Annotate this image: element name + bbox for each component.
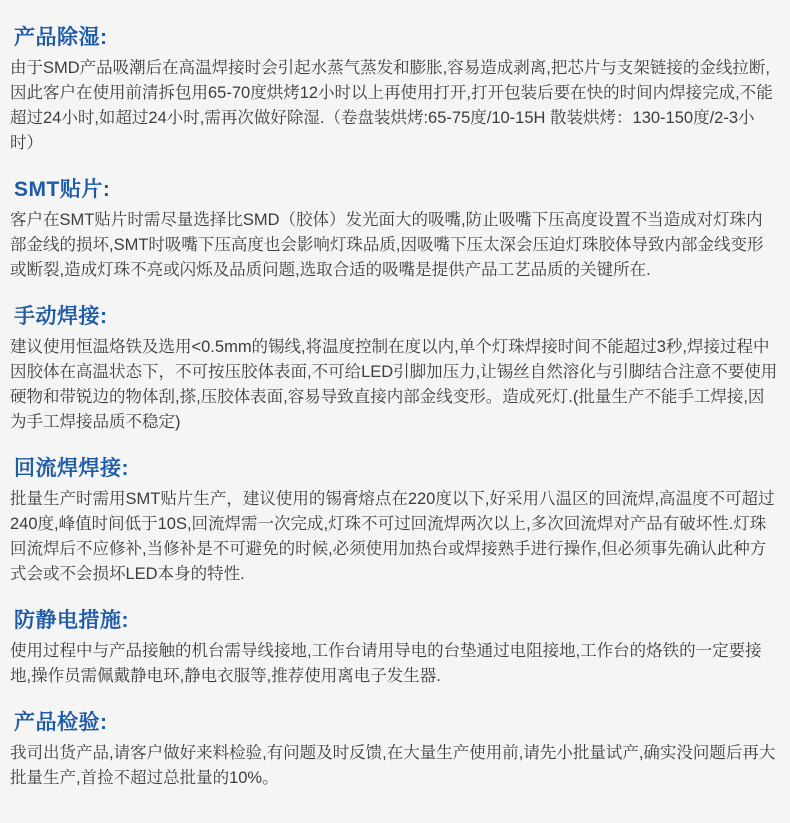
- body-product-dehumidification: 由于SMD产品吸潮后在高温焊接时会引起水蒸气蒸发和膨胀,容易造成剥离,把芯片与支架链接的金线拉断,因此客户在使用前清拆包用65-70度烘烤12小时以上再使用打开,打开包装后要在快的时间内焊接完成,不能超过24小时,如超过24小时,需再次做好除湿.（卷盘装烘烤:65-75度/10-15H 散装烘烤：130-150度/2-3小时）: [10, 59, 773, 152]
- section-reflow-soldering: [10, 457, 778, 587]
- heading-product-dehumidification: 产品除湿:: [14, 26, 108, 49]
- section-antistatic-measures: [10, 609, 778, 689]
- body-product-inspection: 我司出货产品,请客户做好来料检验,有问题及时反馈,在大量生产使用前,请先小批量试产,确实没问题后再大批量生产,首捡不超过总批量的10%。: [10, 744, 776, 787]
- section-manual-soldering: [10, 305, 778, 435]
- heading-manual-soldering: 手动焊接:: [14, 305, 108, 328]
- body-smt-placement: 客户在SMT贴片时需尽量选择比SMD（胶体）发光面大的吸嘴,防止吸嘴下压高度设置不当造成对灯珠内部金线的损坏,SMT时吸嘴下压高度也会影响灯珠品质,因吸嘴下压太深会压迫灯珠胶体导致内部金线变形或断裂,造成灯珠不亮或闪烁及品质问题,选取合适的吸嘴是提供产品工艺品质的关键所在.: [10, 211, 764, 279]
- body-manual-soldering: 建议使用恒温烙铁及选用<0.5mm的锡线,将温度控制在度以内,单个灯珠焊接时间不能超过3秒,焊接过程中因胶体在高温状态下，不可按压胶体表面,不可给LED引脚加压力,让锡丝自然溶化与引脚结合注意不要使用硬物和带锐边的物体刮,搽,压胶体表面,容易导致直接内部金线变形。造成死灯.(批量生产不能手工焊接,因为手工焊接品质不稳定): [10, 338, 778, 431]
- body-antistatic-measures: 使用过程中与产品接触的机台需导线接地,工作台请用导电的台垫通过电阻接地,工作台的烙铁的一定要接地,操作员需佩戴静电环,静电衣服等,推荐使用离电子发生器.: [10, 642, 762, 685]
- heading-reflow-soldering: 回流焊焊接:: [14, 457, 129, 480]
- heading-antistatic-measures: 防静电措施:: [14, 609, 129, 632]
- section-product-inspection: [10, 711, 778, 791]
- section-product-dehumidification: [10, 26, 778, 156]
- heading-smt-placement: SMT贴片:: [14, 178, 111, 201]
- body-reflow-soldering: 批量生产时需用SMT贴片生产，建议使用的锡膏熔点在220度以下,好采用八温区的回流焊,高温度不可超过240度,峰值时间低于10S,回流焊需一次完成,灯珠不可过回流焊两次以上,多次回流焊对产品有破坏性.灯珠回流焊后不应修补,当修补是不可避免的时候,必须使用加热台或焊接熟手进行操作,但必须事先确认此种方式会或不会损坏LED本身的特性.: [10, 490, 775, 583]
- heading-product-inspection: 产品检验:: [14, 711, 108, 734]
- section-smt-placement: [10, 178, 778, 283]
